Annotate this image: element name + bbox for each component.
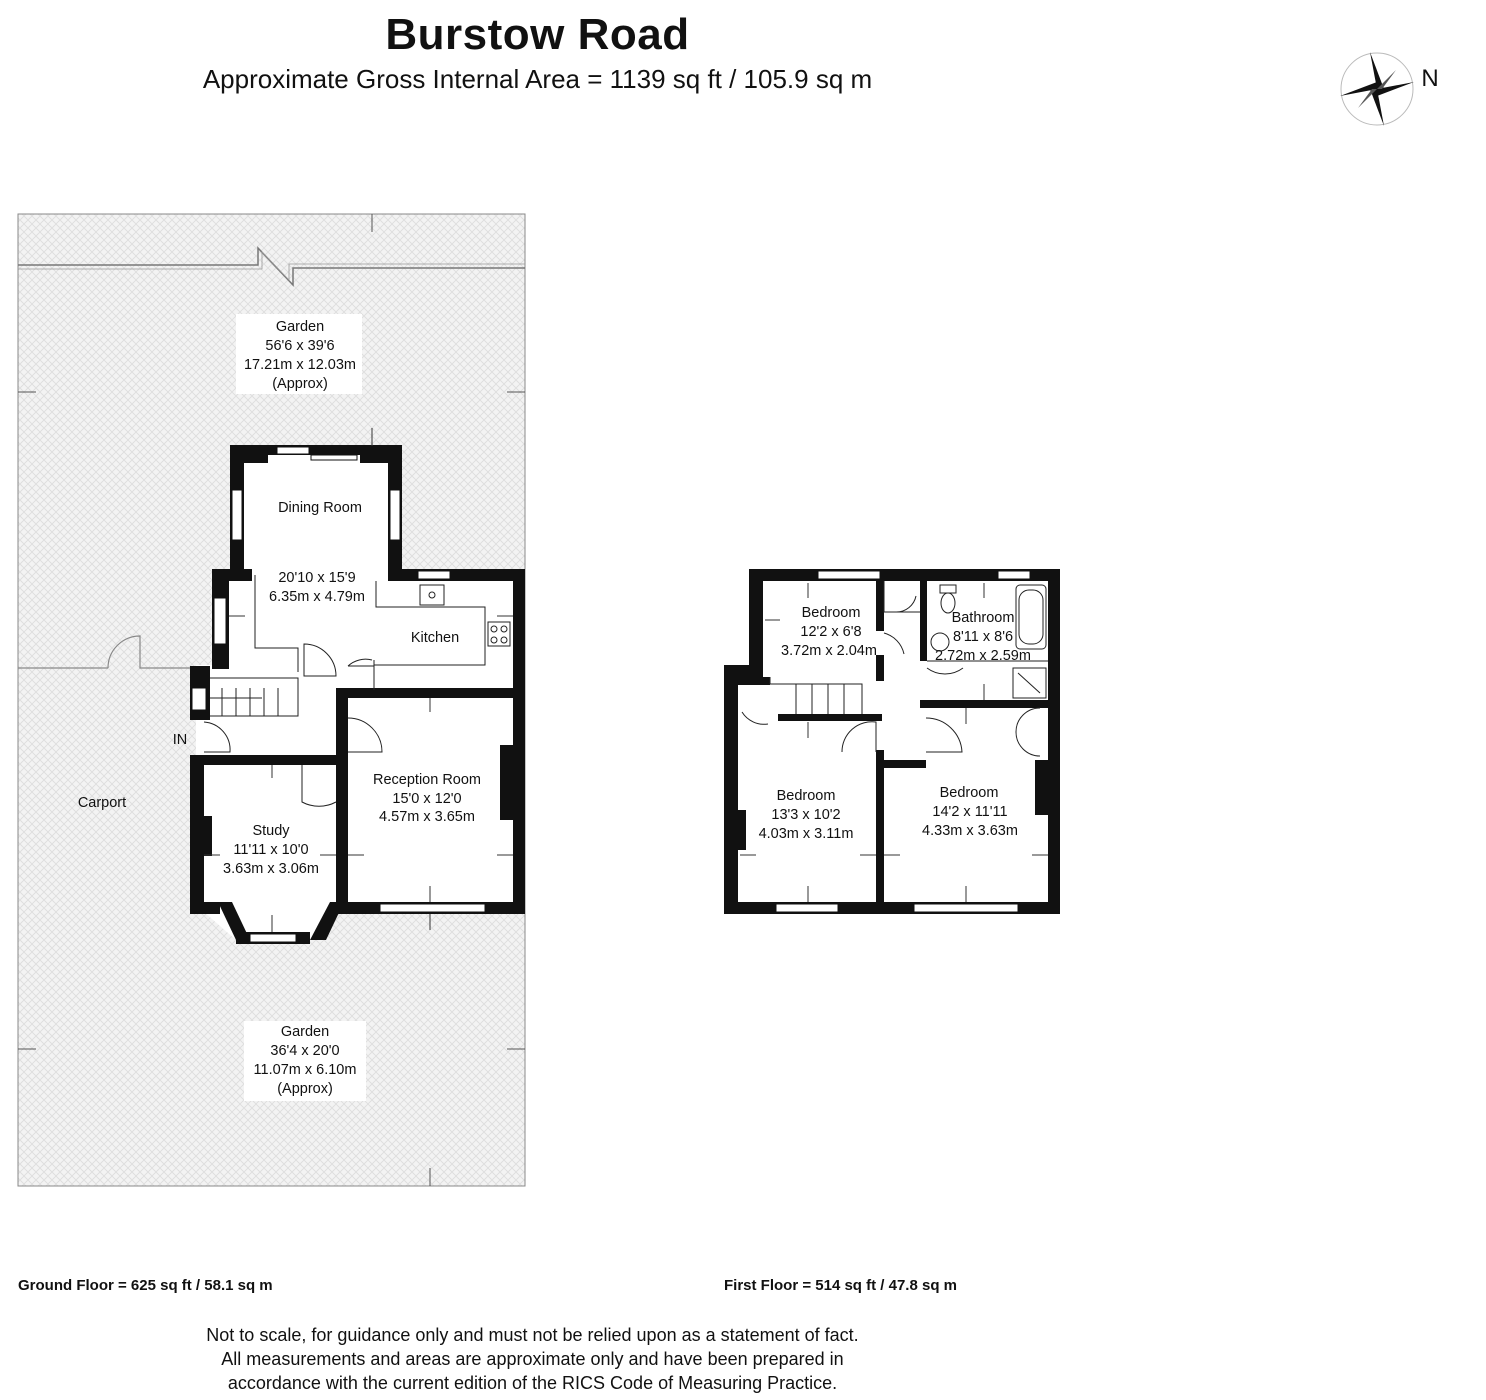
- garden-rear-imperial: 56'6 x 39'6: [265, 338, 335, 354]
- kitchen-name: Kitchen: [410, 630, 460, 646]
- reception-room-metric: 4.57m x 3.65m: [379, 809, 475, 825]
- bedroom-left-name: Bedroom: [776, 788, 836, 804]
- bathroom-imperial: 8'11 x 8'6: [952, 629, 1014, 645]
- ground-floor-area: Ground Floor = 625 sq ft / 58.1 sq m: [18, 1277, 273, 1294]
- dining-room-metric: 6.35m x 4.79m: [269, 589, 365, 605]
- entrance-label: IN: [172, 732, 188, 748]
- compass-icon: [1340, 52, 1414, 126]
- garden-front-imperial: 36'4 x 20'0: [270, 1043, 340, 1059]
- page-title: Burstow Road: [385, 10, 690, 59]
- bedroom-right-name: Bedroom: [939, 785, 999, 801]
- disclaimer-line: Not to scale, for guidance only and must not be relied upon as a statement of fact.: [206, 1325, 859, 1345]
- disclaimer-line: accordance with the current edition of the RICS Code of Measuring Practice.: [227, 1373, 838, 1393]
- bedroom-small-metric: 3.72m x 2.04m: [781, 643, 877, 659]
- dining-room-name: Dining Room: [278, 500, 362, 516]
- carport-name: Carport: [77, 795, 127, 811]
- compass-north-label: N: [1421, 65, 1439, 92]
- study-name: Study: [252, 823, 290, 839]
- page-subtitle: Approximate Gross Internal Area = 1139 sq ft / 105.9 sq m: [202, 64, 873, 94]
- study-metric: 3.63m x 3.06m: [223, 861, 319, 877]
- garden-rear-metric: 17.21m x 12.03m: [243, 357, 357, 373]
- study-imperial: 11'11 x 10'0: [233, 842, 309, 858]
- bedroom-right-imperial: 14'2 x 11'11: [932, 804, 1008, 820]
- dining-room-imperial: 20'10 x 15'9: [278, 570, 356, 586]
- reception-room-imperial: 15'0 x 12'0: [392, 791, 462, 807]
- bedroom-left-metric: 4.03m x 3.11m: [758, 826, 854, 842]
- garden-rear-note: (Approx): [272, 376, 328, 392]
- bathroom-name: Bathroom: [951, 610, 1015, 626]
- bedroom-small-imperial: 12'2 x 6'8: [800, 624, 862, 640]
- bathroom-metric: 2.72m x 2.59m: [935, 648, 1031, 664]
- disclaimer-line: All measurements and areas are approximate only and have been prepared in: [221, 1349, 844, 1369]
- reception-room-name: Reception Room: [373, 772, 481, 788]
- bedroom-small-name: Bedroom: [801, 605, 861, 621]
- garden-front-note: (Approx): [277, 1081, 333, 1097]
- disclaimer: [150, 1323, 915, 1395]
- garden-front-name: Garden: [280, 1024, 330, 1040]
- bedroom-left-imperial: 13'3 x 10'2: [771, 807, 841, 823]
- bedroom-right-metric: 4.33m x 3.63m: [922, 823, 1018, 839]
- garden-front-metric: 11.07m x 6.10m: [253, 1062, 357, 1078]
- first-floor-area: First Floor = 514 sq ft / 47.8 sq m: [724, 1277, 957, 1294]
- garden-rear-name: Garden: [275, 319, 325, 335]
